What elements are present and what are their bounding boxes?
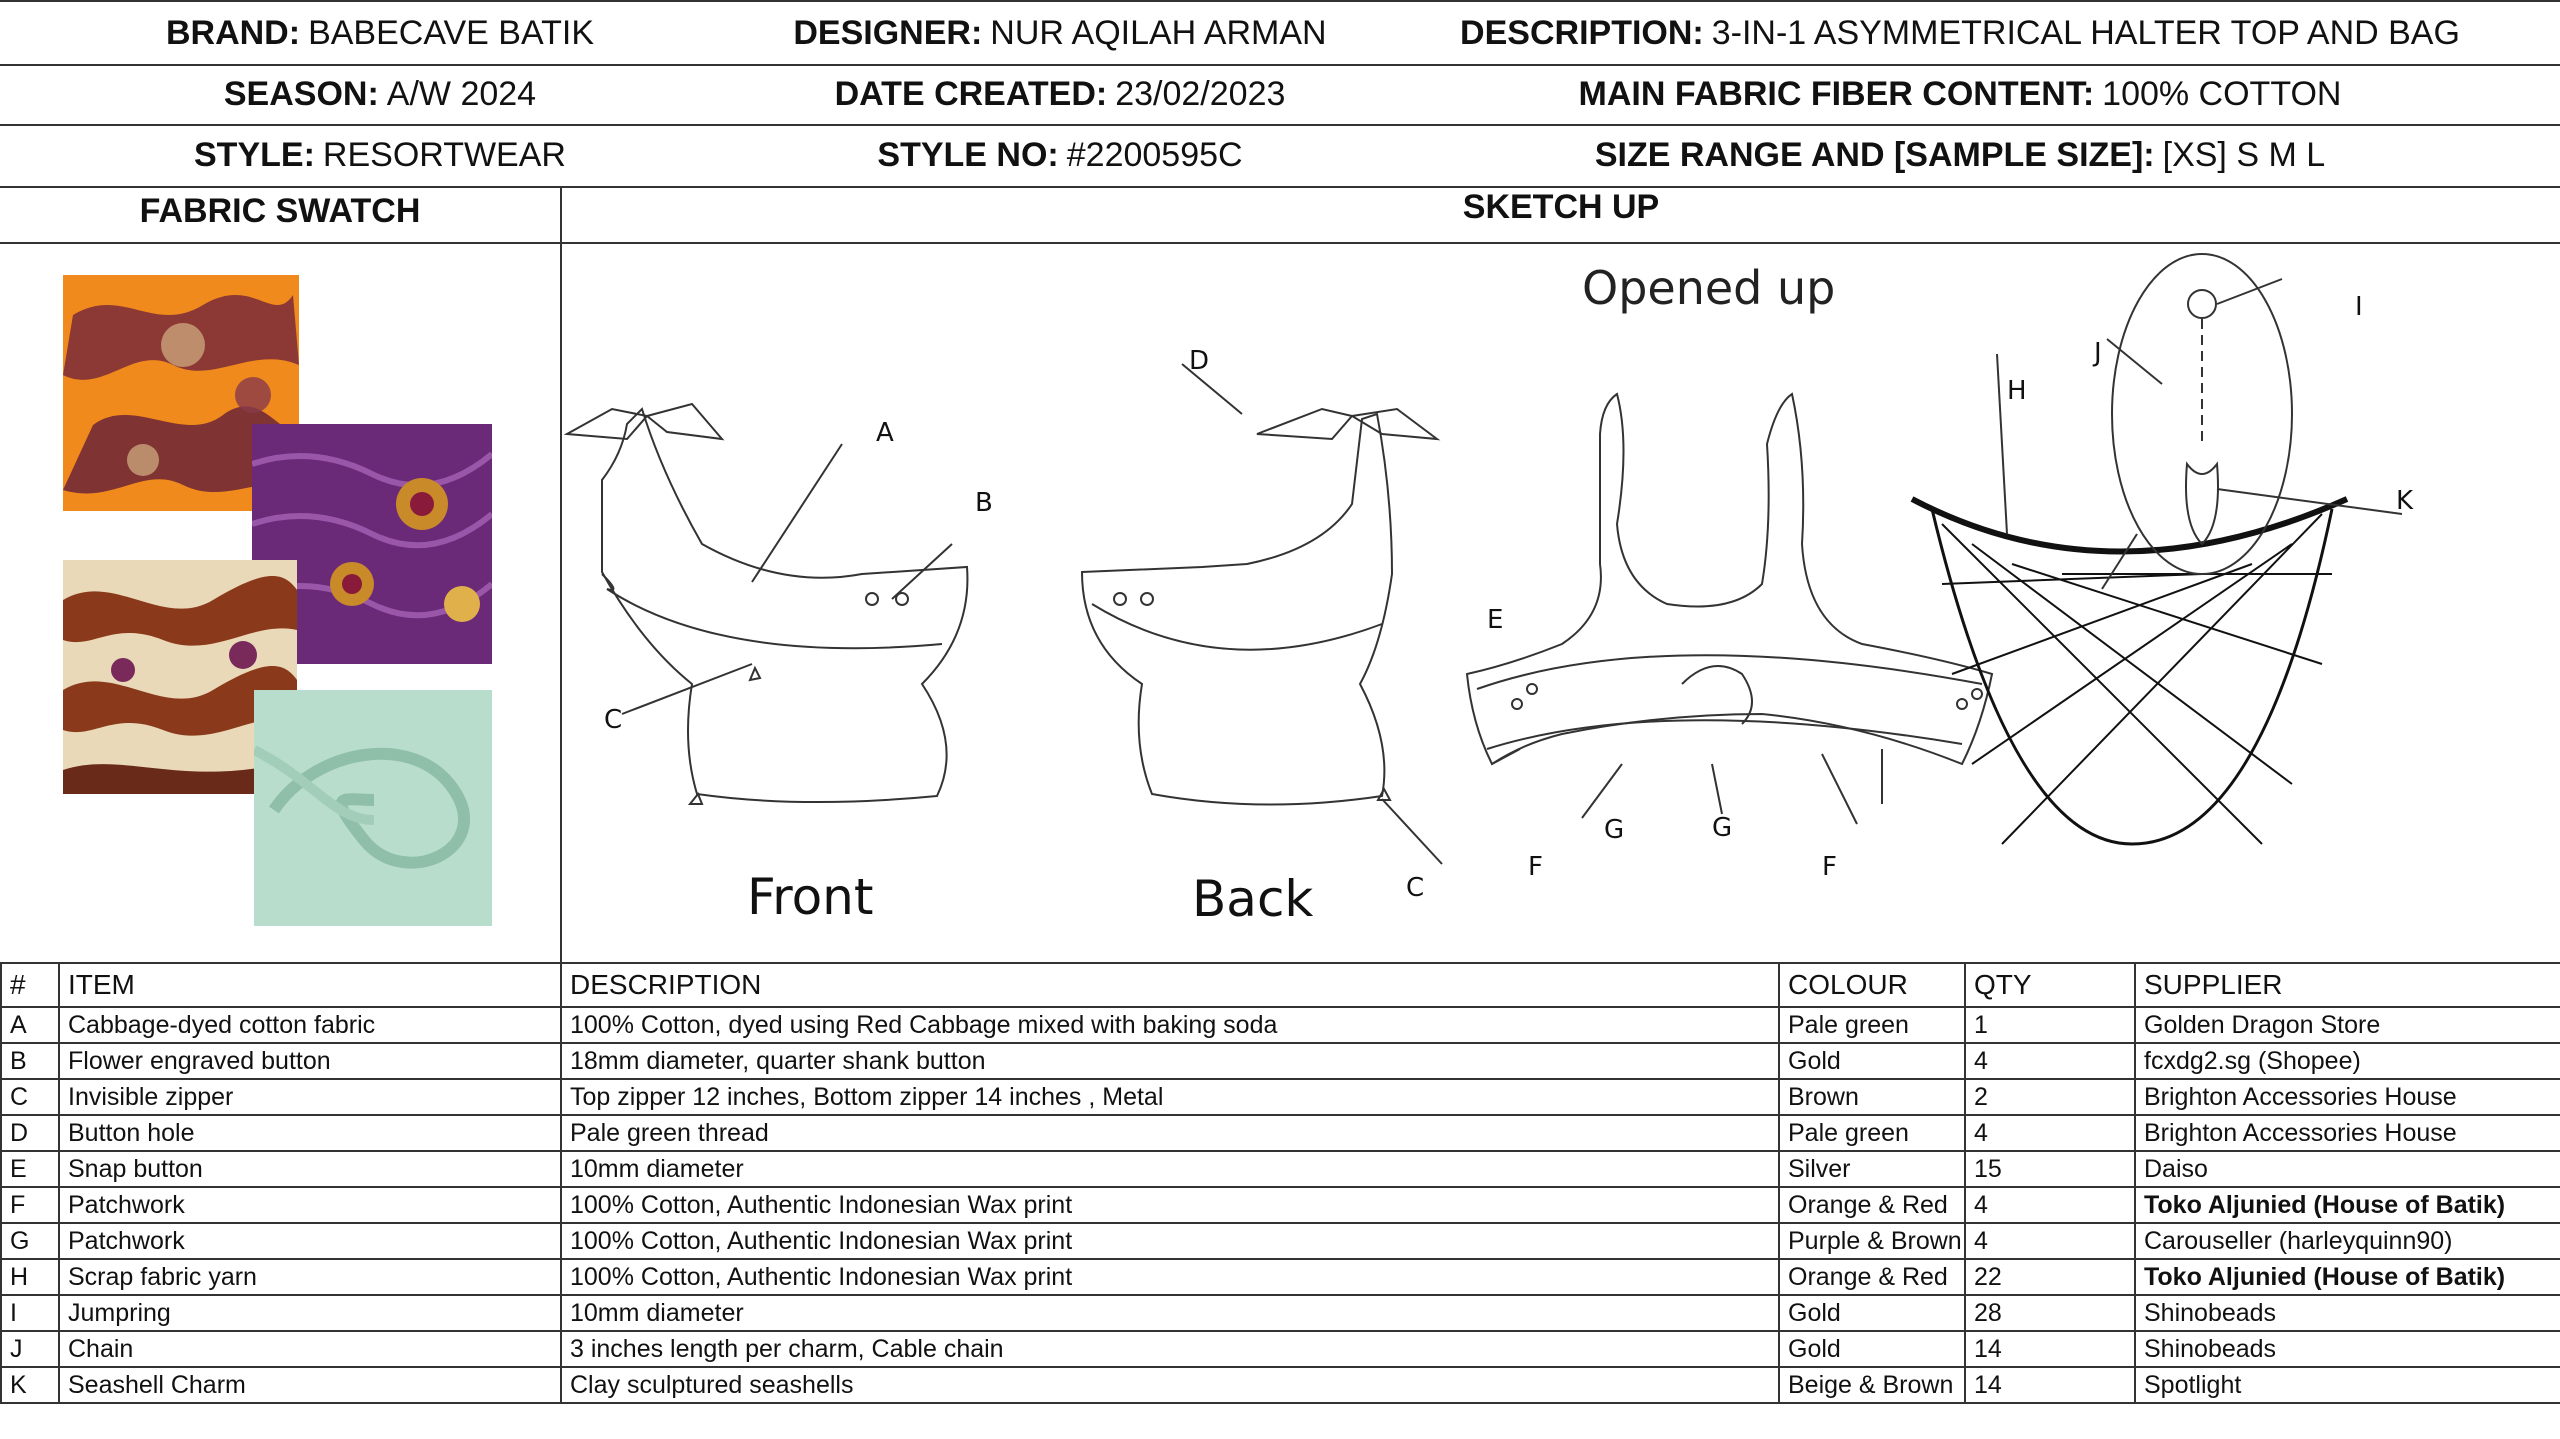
row-supplier: Brighton Accessories House (2135, 1079, 2560, 1115)
table-row (1, 1007, 2560, 1043)
date-created-value: 23/02/2023 (1115, 74, 1286, 113)
row-description: 100% Cotton, dyed using Red Cabbage mixed with baking soda (561, 1007, 1779, 1043)
row-colour: Gold (1779, 1295, 1965, 1331)
row-description: Top zipper 12 inches, Bottom zipper 14 inches , Metal (561, 1079, 1779, 1115)
callout-c-back: C (1406, 873, 1425, 903)
callout-f-left: F (1528, 852, 1543, 882)
swatch-pale-green-cotton (254, 690, 492, 926)
row-item: Cabbage-dyed cotton fabric (59, 1007, 561, 1043)
callout-d: D (1189, 346, 1210, 376)
header-qty: QTY (1965, 963, 2135, 1007)
row-colour: Purple & Brown (1779, 1223, 1965, 1259)
row-supplier: Shinobeads (2135, 1331, 2560, 1367)
row-item: Button hole (59, 1115, 561, 1151)
row-qty: 28 (1965, 1295, 2135, 1331)
row-colour: Beige & Brown (1779, 1367, 1965, 1403)
row-supplier: fcxdg2.sg (Shopee) (2135, 1043, 2560, 1079)
row-colour: Gold (1779, 1043, 1965, 1079)
fiber-content-value: 100% COTTON (2102, 74, 2342, 113)
header-item: ITEM (59, 963, 561, 1007)
row-item: Snap button (59, 1151, 561, 1187)
row-qty: 4 (1965, 1043, 2135, 1079)
row-supplier: Shinobeads (2135, 1295, 2560, 1331)
row-qty: 4 (1965, 1115, 2135, 1151)
table-row (1, 1223, 2560, 1259)
designer-value: NUR AQILAH ARMAN (990, 13, 1327, 52)
table-row (1, 1331, 2560, 1367)
brand-label: BRAND: (165, 13, 301, 52)
row-qty: 14 (1965, 1331, 2135, 1367)
callout-a: A (876, 418, 894, 448)
table-row (1, 1187, 2560, 1223)
style-field (0, 124, 760, 186)
season-label: SEASON: (223, 74, 379, 113)
back-top-sketch (1082, 364, 1442, 864)
row-supplier: Brighton Accessories House (2135, 1115, 2560, 1151)
fiber-content-label: MAIN FABRIC FIBER CONTENT: (1578, 74, 2095, 113)
bill-of-materials-table (0, 962, 2560, 1404)
header-number: # (1, 963, 59, 1007)
row-item: Chain (59, 1331, 561, 1367)
row-description: Clay sculptured seashells (561, 1367, 1779, 1403)
callout-i: I (2355, 292, 2363, 322)
callout-k: K (2396, 486, 2414, 516)
callout-e: E (1487, 605, 1504, 635)
header-supplier: SUPPLIER (2135, 963, 2560, 1007)
sketch-drawings (562, 244, 2560, 962)
row-qty: 22 (1965, 1259, 2135, 1295)
row-id: G (1, 1223, 59, 1259)
row-item: Scrap fabric yarn (59, 1259, 561, 1295)
row-colour: Silver (1779, 1151, 1965, 1187)
row-id: D (1, 1115, 59, 1151)
row-qty: 1 (1965, 1007, 2135, 1043)
row-description: 100% Cotton, Authentic Indonesian Wax print (561, 1187, 1779, 1223)
designer-label: DESIGNER: (793, 13, 983, 52)
row-qty: 14 (1965, 1367, 2135, 1403)
row-supplier: Toko Aljunied (House of Batik) (2135, 1187, 2560, 1223)
row-description: 100% Cotton, Authentic Indonesian Wax print (561, 1223, 1779, 1259)
date-created-field (760, 64, 1360, 124)
row-qty: 4 (1965, 1187, 2135, 1223)
row-description: 100% Cotton, Authentic Indonesian Wax print (561, 1259, 1779, 1295)
header-row-3 (0, 124, 2560, 188)
description-field (1360, 2, 2560, 64)
style-no-label: STYLE NO: (877, 135, 1059, 174)
style-value: RESORTWEAR (322, 135, 566, 174)
row-supplier: Daiso (2135, 1151, 2560, 1187)
header-row-1 (0, 2, 2560, 66)
row-id: B (1, 1043, 59, 1079)
designer-field (760, 2, 1360, 64)
back-label: Back (1192, 870, 1314, 928)
description-value: 3-IN-1 ASYMMETRICAL HALTER TOP AND BAG (1711, 13, 2460, 52)
row-item: Jumpring (59, 1295, 561, 1331)
row-description: 10mm diameter (561, 1151, 1779, 1187)
style-no-field (760, 124, 1360, 186)
header-description: DESCRIPTION (561, 963, 1779, 1007)
row-id: J (1, 1331, 59, 1367)
header-row-2 (0, 64, 2560, 126)
row-supplier: Golden Dragon Store (2135, 1007, 2560, 1043)
brand-value: BABECAVE BATIK (308, 13, 595, 52)
row-id: H (1, 1259, 59, 1295)
row-id: I (1, 1295, 59, 1331)
table-row (1, 1043, 2560, 1079)
size-range-label: SIZE RANGE AND [SAMPLE SIZE]: (1594, 135, 2155, 174)
size-range-value: [XS] S M L (2162, 135, 2326, 174)
row-description: 3 inches length per charm, Cable chain (561, 1331, 1779, 1367)
fiber-content-field (1360, 64, 2560, 124)
row-supplier: Toko Aljunied (House of Batik) (2135, 1259, 2560, 1295)
table-row (1, 1115, 2560, 1151)
row-colour: Pale green (1779, 1007, 1965, 1043)
row-description: 10mm diameter (561, 1295, 1779, 1331)
table-header-row (1, 963, 2560, 1007)
callout-b: B (975, 488, 993, 518)
row-qty: 2 (1965, 1079, 2135, 1115)
row-item: Patchwork (59, 1187, 561, 1223)
table-row (1, 1259, 2560, 1295)
row-id: A (1, 1007, 59, 1043)
sketch-up-title: SKETCH UP (1462, 188, 1660, 226)
row-item: Flower engraved button (59, 1043, 561, 1079)
row-colour: Orange & Red (1779, 1259, 1965, 1295)
size-range-field (1360, 124, 2560, 186)
callout-c-front: C (604, 705, 623, 735)
row-supplier: Carouseller (harleyquinn90) (2135, 1223, 2560, 1259)
season-value: A/W 2024 (386, 74, 537, 113)
header-colour: COLOUR (1779, 963, 1965, 1007)
callout-h: H (2007, 376, 2027, 406)
opened-up-sketch (1467, 394, 1992, 824)
row-qty: 15 (1965, 1151, 2135, 1187)
table-row (1, 1295, 2560, 1331)
row-id: E (1, 1151, 59, 1187)
style-label: STYLE: (194, 135, 315, 174)
front-top-sketch (567, 404, 967, 804)
date-created-label: DATE CREATED: (834, 74, 1108, 113)
table-row (1, 1151, 2560, 1187)
row-supplier: Spotlight (2135, 1367, 2560, 1403)
fabric-swatch-title: FABRIC SWATCH (139, 192, 421, 230)
callout-g-left: G (1604, 815, 1625, 845)
row-id: K (1, 1367, 59, 1403)
row-colour: Pale green (1779, 1115, 1965, 1151)
row-id: F (1, 1187, 59, 1223)
style-no-value: #2200595C (1066, 135, 1243, 174)
table-row (1, 1367, 2560, 1403)
callout-j: J (2094, 338, 2102, 368)
opened-up-label: Opened up (1582, 261, 1836, 315)
net-bag-sketch (1912, 254, 2402, 844)
table-row (1, 1079, 2560, 1115)
description-label: DESCRIPTION: (1460, 13, 1704, 52)
row-item: Invisible zipper (59, 1079, 561, 1115)
row-item: Seashell Charm (59, 1367, 561, 1403)
row-description: 18mm diameter, quarter shank button (561, 1043, 1779, 1079)
callout-g-right: G (1712, 813, 1733, 843)
row-colour: Brown (1779, 1079, 1965, 1115)
brand-field (0, 2, 760, 64)
row-id: C (1, 1079, 59, 1115)
season-field (0, 64, 760, 124)
callout-f-right: F (1822, 852, 1837, 882)
row-colour: Orange & Red (1779, 1187, 1965, 1223)
row-description: Pale green thread (561, 1115, 1779, 1151)
front-label: Front (747, 868, 874, 926)
row-qty: 4 (1965, 1223, 2135, 1259)
row-item: Patchwork (59, 1223, 561, 1259)
row-colour: Gold (1779, 1331, 1965, 1367)
